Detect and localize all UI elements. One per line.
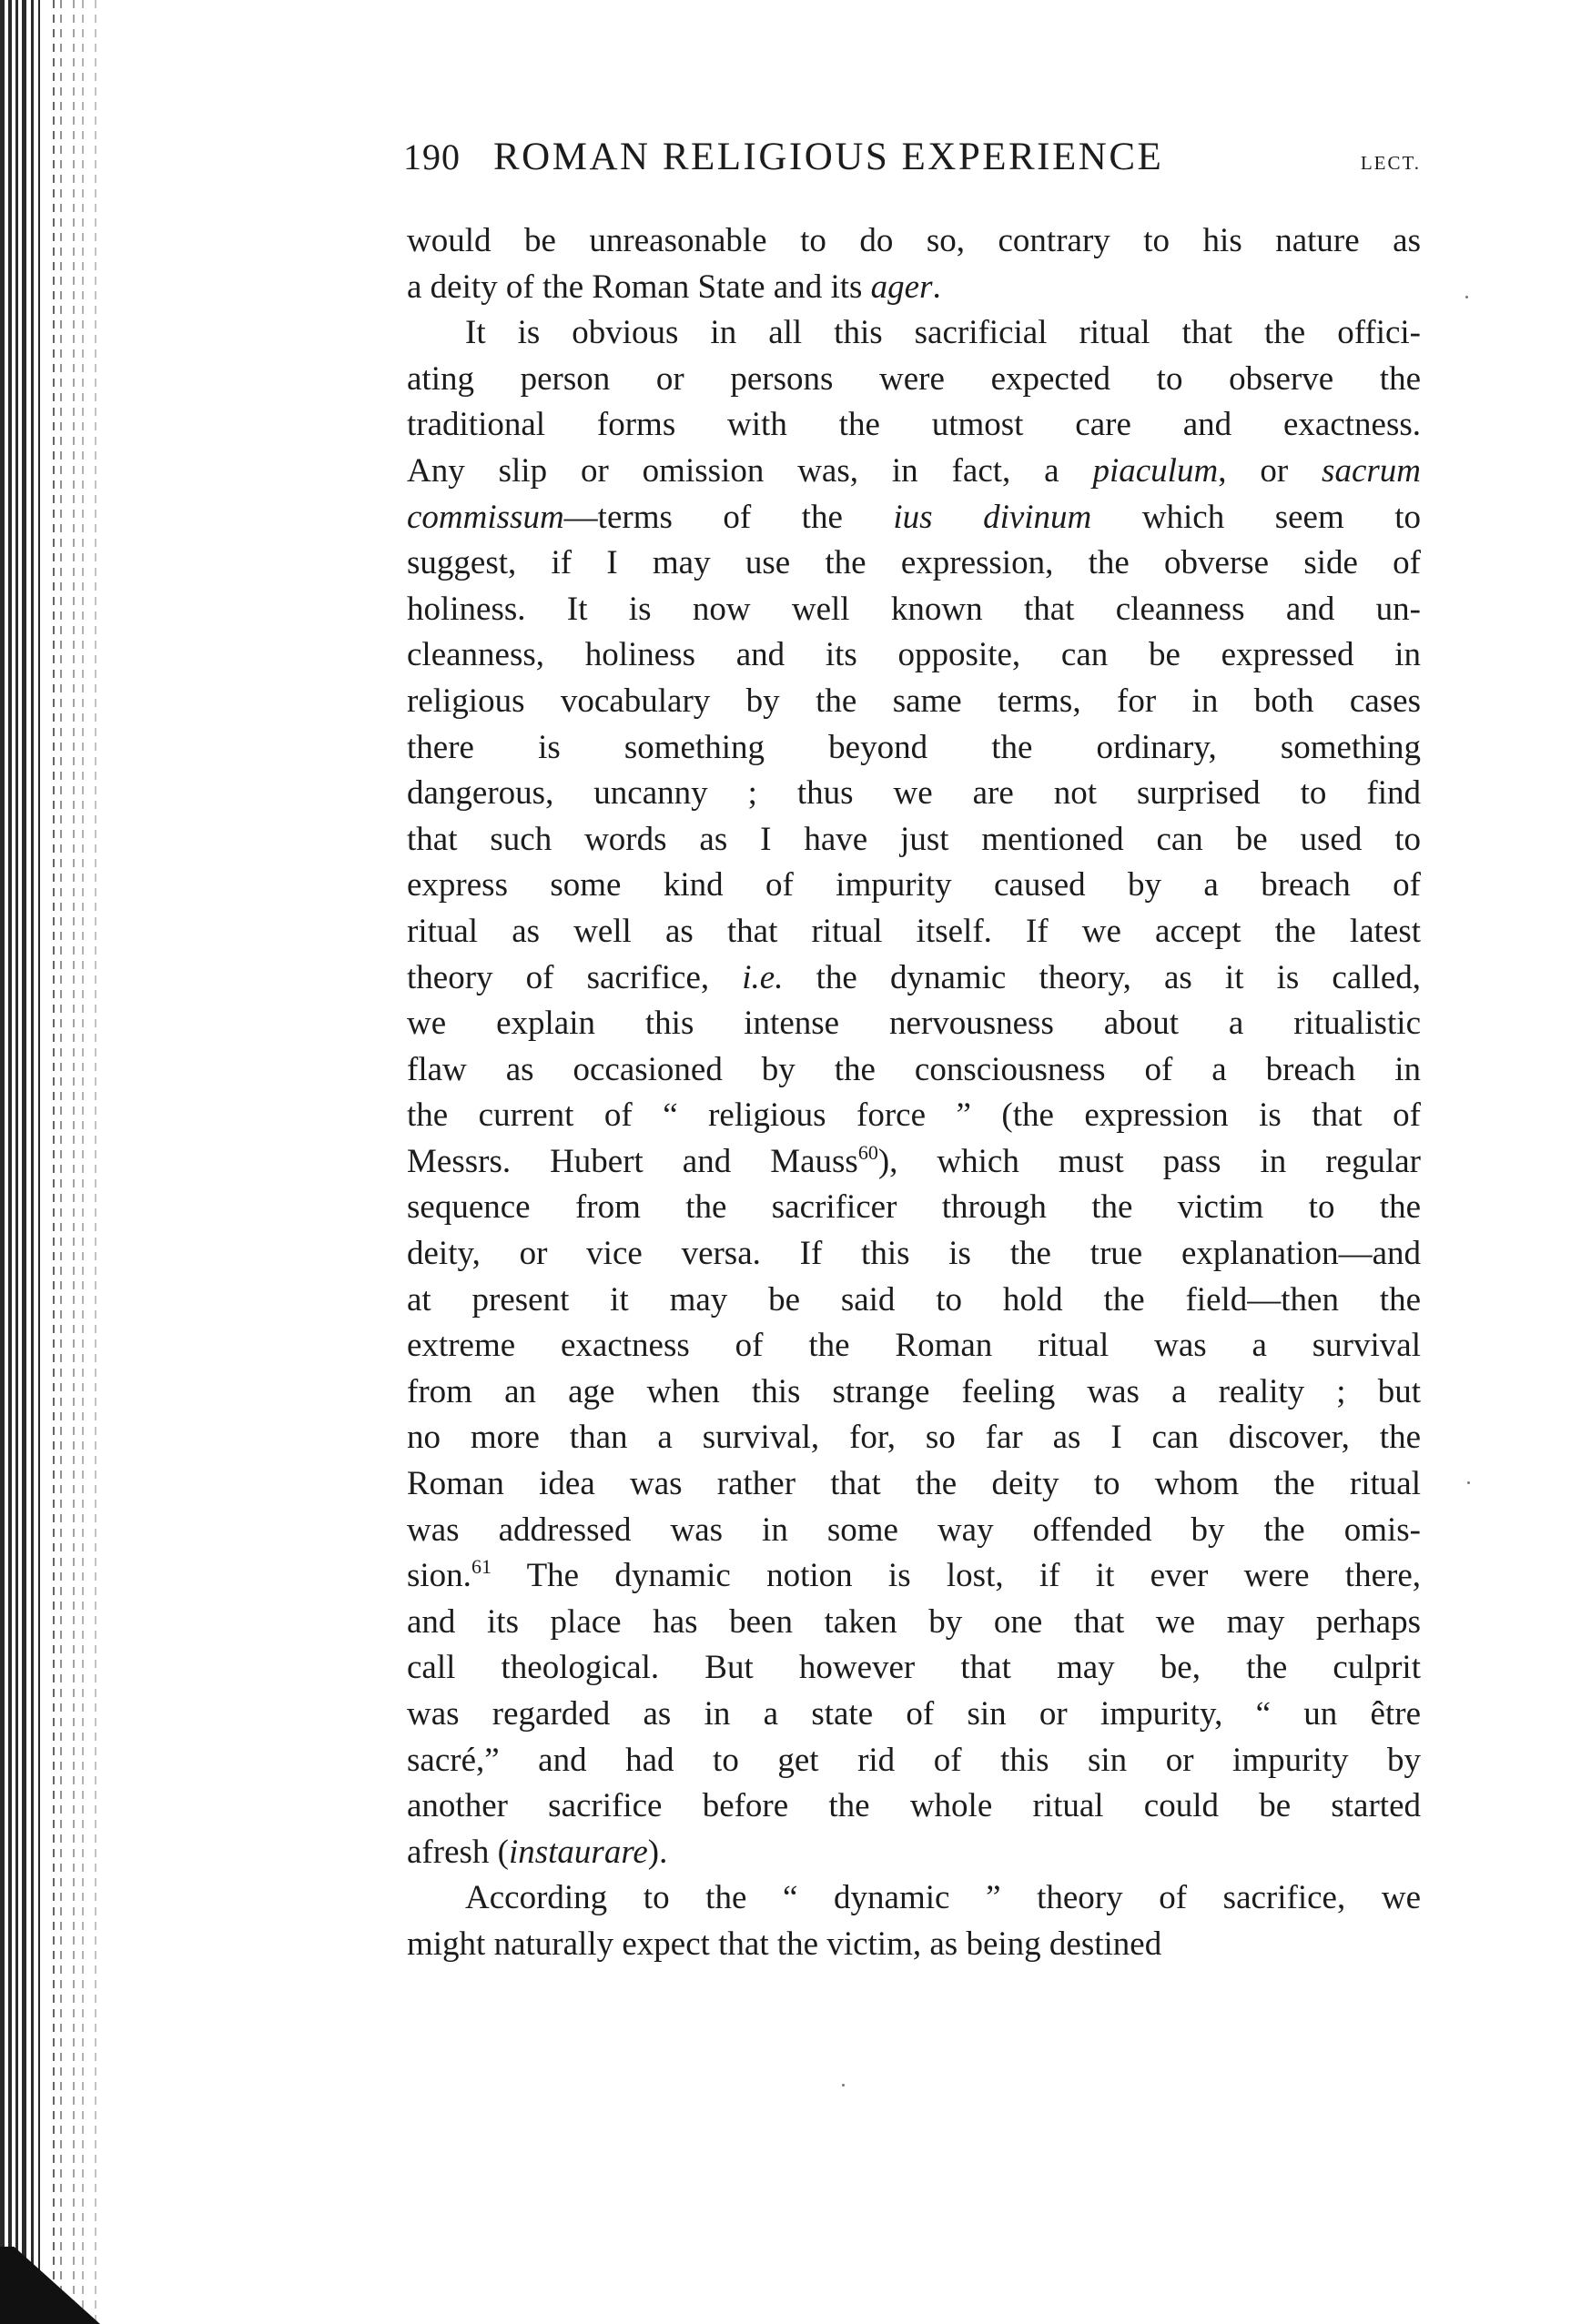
text-run: which seem to xyxy=(1091,498,1421,536)
text-run: holiness. It is now well known that cleanness and un- xyxy=(407,590,1421,628)
text-line xyxy=(407,1830,1421,1876)
text-run: was addressed was in some way offended by the omis- xyxy=(407,1511,1421,1549)
binding-edge xyxy=(0,0,105,2324)
text-run: might naturally expect that the victim, as being destined xyxy=(407,1925,1162,1963)
text-line xyxy=(407,1508,1421,1554)
text-run: dangerous, uncanny ; thus we are not surprised to find xyxy=(407,774,1421,813)
paper-speck xyxy=(1465,296,1468,298)
text-run: at present it may be said to hold the field—then the xyxy=(407,1280,1421,1319)
text-run: sacré,” and had to get rid of this sin or impurity by xyxy=(407,1741,1421,1779)
section-mark: LECT. xyxy=(1360,152,1421,174)
text-run: traditional forms with the utmost care and exactness. xyxy=(407,406,1421,444)
text-line xyxy=(407,1875,1421,1922)
text-run: the current of “ religious force ” (the expression is that of xyxy=(407,1096,1421,1135)
text-line xyxy=(407,1415,1421,1461)
text-line xyxy=(407,541,1421,587)
text-line xyxy=(407,1047,1421,1094)
italic-term: ius divinum xyxy=(893,498,1092,536)
text-line xyxy=(407,1783,1421,1830)
text-run: flaw as occasioned by the consciousness of a breach in xyxy=(407,1050,1421,1088)
text-line xyxy=(407,1738,1421,1784)
text-line xyxy=(407,495,1421,541)
text-line xyxy=(407,1139,1421,1186)
text-line xyxy=(407,632,1421,679)
text-run: and its place has been taken by one that we may perhaps xyxy=(407,1602,1421,1641)
italic-term: i.e. xyxy=(742,958,784,996)
text-run: deity, or vice versa. If this is the true explanation—and xyxy=(407,1235,1421,1273)
text-line xyxy=(407,1369,1421,1416)
text-run: ). xyxy=(647,1833,668,1871)
text-run: another sacrifice before the whole ritual could be started xyxy=(407,1787,1421,1825)
italic-term: commissum xyxy=(407,498,564,536)
text-line xyxy=(407,909,1421,955)
text-line xyxy=(407,402,1421,449)
footnote-ref: 60 xyxy=(857,1140,878,1164)
text-run: Any slip or omission was, in fact, a xyxy=(407,451,1093,490)
text-run: that such words as I have just mentioned can be used to xyxy=(407,820,1421,858)
text-line xyxy=(407,817,1421,864)
text-run: afresh ( xyxy=(407,1833,509,1871)
text-run: cleanness, holiness and its opposite, can be expressed in xyxy=(407,636,1421,674)
text-line xyxy=(407,357,1421,403)
text-line xyxy=(407,725,1421,772)
text-line xyxy=(407,771,1421,817)
italic-term: piaculum xyxy=(1092,451,1219,490)
italic-term: sacrum xyxy=(1322,451,1421,490)
running-header xyxy=(403,135,1421,198)
text-run: ), which must pass in regular xyxy=(877,1142,1421,1180)
page-number: 190 xyxy=(403,136,461,177)
text-run: Messrs. Hubert and Mauss xyxy=(407,1142,858,1180)
text-run: there is something beyond the ordinary, something xyxy=(407,728,1421,766)
text-run: religious vocabulary by the same terms, for in both cases xyxy=(407,682,1421,720)
text-line xyxy=(407,449,1421,495)
italic-term: instaurare xyxy=(508,1833,648,1871)
text-line xyxy=(407,265,1421,311)
text-line xyxy=(407,1645,1421,1692)
text-line xyxy=(407,955,1421,1002)
text-run: we explain this intense nervousness about a ritualistic xyxy=(407,1005,1421,1043)
running-title: ROMAN RELIGIOUS EXPERIENCE xyxy=(493,136,1164,178)
footnote-ref: 61 xyxy=(471,1555,491,1579)
text-line xyxy=(407,1001,1421,1047)
text-run: would be unreasonable to do so, contrary to his nature as xyxy=(407,222,1421,259)
text-run: ritual as well as that ritual itself. If we accept the latest xyxy=(407,912,1421,950)
italic-term: ager xyxy=(870,268,933,306)
text-run: no more than a survival, for, so far as I can discover, the xyxy=(407,1419,1421,1457)
text-run: was regarded as in a state of sin or impurity, “ un être xyxy=(407,1695,1421,1733)
text-run: theory of sacrifice, xyxy=(407,958,743,996)
text-run: suggest, if I may use the expression, the obverse side of xyxy=(407,544,1421,582)
text-run: sequence from the sacrificer through the victim to the xyxy=(407,1188,1421,1227)
text-line xyxy=(407,1600,1421,1646)
text-run: According to the “ dynamic ” theory of sacrifice, we xyxy=(465,1879,1421,1917)
text-line xyxy=(407,1922,1421,1968)
text-line xyxy=(407,1692,1421,1738)
text-line xyxy=(407,1461,1421,1508)
text-run: call theological. But however that may be, the culprit xyxy=(407,1649,1421,1687)
text-run: sion. xyxy=(407,1557,471,1595)
text-run: —terms of the xyxy=(563,498,894,536)
text-run: , or xyxy=(1218,451,1322,490)
text-line xyxy=(407,1093,1421,1139)
text-line xyxy=(407,310,1421,357)
text-run: ating person or persons were expected to observe the xyxy=(407,359,1421,398)
text-run: Roman idea was rather that the deity to whom the ritual xyxy=(407,1465,1421,1503)
text-line xyxy=(407,1553,1421,1600)
body-text xyxy=(407,218,1421,1968)
text-run: a deity of the Roman State and its xyxy=(407,268,871,306)
text-line xyxy=(407,1231,1421,1278)
paper-speck xyxy=(1467,1481,1470,1484)
text-run: extreme exactness of the Roman ritual was a survival xyxy=(407,1327,1421,1365)
text-run: from an age when this strange feeling was a reality ; but xyxy=(407,1372,1421,1410)
text-line xyxy=(407,218,1421,265)
paper-speck xyxy=(842,2084,845,2087)
text-run: express some kind of impurity caused by a breach of xyxy=(407,866,1421,904)
text-line xyxy=(407,863,1421,909)
text-line xyxy=(407,679,1421,725)
text-run: The dynamic notion is lost, if it ever were there, xyxy=(491,1557,1421,1595)
text-run: It is obvious in all this sacrificial ritual that the offici- xyxy=(465,314,1421,352)
text-line xyxy=(407,1323,1421,1369)
text-line xyxy=(407,1185,1421,1231)
text-line xyxy=(407,587,1421,633)
text-run: . xyxy=(932,268,941,306)
text-run: the dynamic theory, as it is called, xyxy=(783,958,1421,996)
text-line xyxy=(407,1278,1421,1324)
